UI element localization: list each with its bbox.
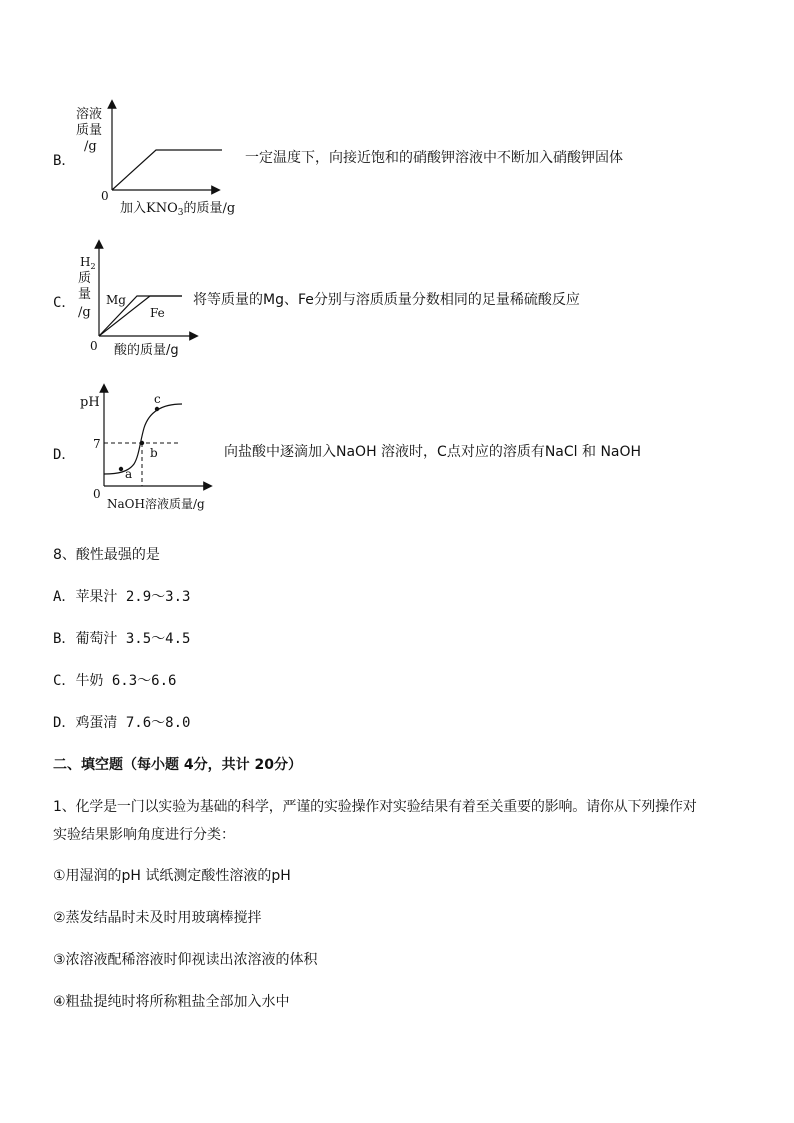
- graph-d-label-c: c: [154, 392, 161, 406]
- graph-d-point-b: [140, 441, 144, 445]
- fill-question-1-item-3: ③浓溶液配稀溶液时仰视读出浓溶液的体积: [53, 952, 318, 968]
- fill-question-1-item-4: ④粗盐提纯时将所称粗盐全部加入水中: [53, 994, 290, 1010]
- option-text: 葡萄汁 3.5～4.5: [75, 631, 191, 647]
- option-letter: B．: [53, 631, 76, 647]
- option-letter: D．: [53, 715, 76, 731]
- question-8-option-d: [53, 712, 190, 732]
- graph-c: [70, 238, 200, 362]
- graph-d-x-label: NaOH溶液质量/g: [107, 497, 205, 511]
- graph-b-y-unit: /g: [84, 139, 97, 154]
- option-letter: A．: [53, 589, 76, 605]
- option-c-text: 将等质量的Mg、Fe分别与溶质质量分数相同的足量稀硫酸反应: [193, 292, 580, 308]
- graph-c-fe-label: Fe: [150, 306, 165, 320]
- graph-c-y-label-2: 质: [78, 271, 92, 286]
- option-b-text: 一定温度下，向接近饱和的硝酸钾溶液中不断加入硝酸钾固体: [245, 150, 623, 166]
- option-c-letter: C．: [53, 295, 76, 311]
- graph-d-label-b: b: [150, 446, 158, 460]
- option-text: 苹果汁 2.9～3.3: [75, 589, 191, 605]
- section-2-title: 二、填空题（每小题 4分，共计 20分）: [53, 757, 302, 773]
- question-8-option-a: [53, 586, 190, 606]
- graph-d: [78, 382, 218, 514]
- option-text: 牛奶 6.3～6.6: [75, 673, 177, 689]
- graph-d-y-label: pH: [80, 395, 100, 410]
- option-text: 鸡蛋清 7.6～8.0: [75, 715, 191, 731]
- question-8-option-b: [53, 628, 190, 648]
- question-8-title: 8、酸性最强的是: [53, 547, 160, 563]
- graph-d-ph-curve: [104, 404, 182, 474]
- graph-c-x-label: 酸的质量/g: [114, 343, 179, 358]
- graph-c-origin: 0: [90, 339, 98, 353]
- graph-b-x-label: 加入$KNO_3$的质量/g: [120, 201, 236, 218]
- graph-b-origin: 0: [101, 189, 109, 203]
- graph-d-point-a: [119, 467, 123, 471]
- fill-question-1-stem-line-1: 1、化学是一门以实验为基础的科学，严谨的实验操作对实验结果有着至关重要的影响。请你从下列操作对: [53, 799, 697, 815]
- graph-d-y-tick-7: 7: [93, 437, 101, 451]
- graph-c-y-label-h: $H_2$: [80, 255, 96, 271]
- fill-question-1-stem-line-2: 实验结果影响角度进行分类：: [53, 827, 235, 843]
- question-8-option-c: [53, 670, 176, 690]
- graph-b-y-label-1: 溶液: [76, 107, 103, 122]
- graph-b: [70, 98, 260, 220]
- option-b-letter: B．: [53, 153, 76, 169]
- graph-c-y-label-3: 量: [78, 287, 92, 302]
- graph-c-y-unit: /g: [78, 305, 91, 320]
- graph-d-origin: 0: [93, 487, 101, 501]
- graph-b-y-label-2: 质量: [76, 123, 103, 138]
- graph-d-point-c: [155, 407, 159, 411]
- graph-d-label-a: a: [125, 467, 133, 481]
- graph-c-mg-label: Mg: [106, 293, 126, 307]
- fill-question-1-item-1: ①用湿润的pH 试纸测定酸性溶液的pH: [53, 868, 291, 884]
- graph-b-curve: [112, 150, 222, 190]
- option-letter: C．: [53, 673, 76, 689]
- option-d-text: 向盐酸中逐滴加入NaOH 溶液时，C点对应的溶质有NaCl 和 NaOH: [224, 444, 642, 460]
- fill-question-1-item-2: ②蒸发结晶时未及时用玻璃棒搅拌: [53, 910, 262, 926]
- option-d-letter: D．: [53, 447, 76, 463]
